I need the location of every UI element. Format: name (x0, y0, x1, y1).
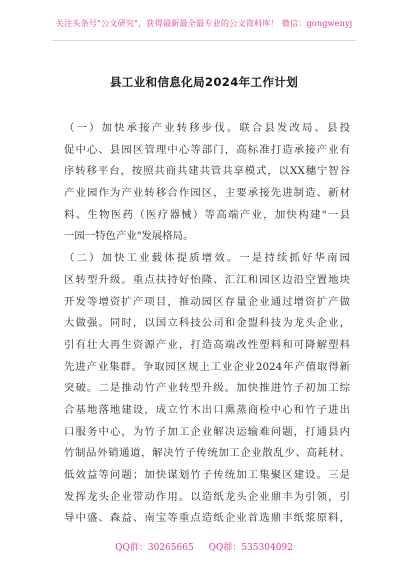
document-body (64, 118, 350, 530)
document-title: 县工业和信息化局2024年工作计划 (109, 75, 299, 89)
text-line: （一）加快承接产业转移步伐。联合县发改局、县投 (64, 122, 350, 134)
text-line: 发挥龙头企业带动作用。以造纸龙头企业鼎丰为引领，引 (64, 490, 350, 503)
text-line: 低效益等问题；加快谋划竹子传统加工集聚区建设。三是 (64, 469, 350, 481)
text-line: 序转移平台，按照共商共建共管共享模式，以XX穗宁智谷 (64, 165, 350, 178)
text-line: 先进产业集群。争取园区规上工业企业2024年产值取得新 (64, 360, 350, 373)
text-line: 口服务中心，为竹子加工企业解决运输难问题，打通县内 (64, 425, 350, 438)
text-line: 一园一特色产业"发展格局。 (64, 230, 194, 243)
text-line: 竹制品外销通道，解决竹子传统加工企业散乱少、高耗材、 (64, 447, 350, 460)
footer-qq-group-2: QQ群：535304092 (208, 543, 293, 553)
text-line: 料、生物医药（医疗器械）等高端产业，加快构建"一县 (64, 208, 350, 221)
footer-qq-group-1: QQ群：30265665 (115, 543, 194, 553)
text-line: 区转型升级。重点扶持好怡隆、汇江和园区边沿空置地块 (64, 273, 350, 286)
text-line: 大做强。同时，以国立科技公司和金盟科技为龙头企业， (64, 317, 350, 330)
text-line: 开发等增资扩产项目，推动园区存量企业通过增资扩产做 (64, 295, 350, 308)
text-line: 引有壮大再生资源产业，打造高端改性塑料和可降解塑料 (64, 338, 350, 351)
header-divider (52, 40, 356, 41)
text-line: 导中盛、森益、南宝等重点造纸企业首选鼎丰纸浆原料， (64, 512, 350, 525)
text-line: 促中心、县园区管理中心等部门，高标准打造承接产业有 (64, 143, 350, 156)
header-promo-note: 关注头条号"公文研究"，获得最新最全最专业的公文资料库！ 微信：gongwenyj (55, 18, 353, 28)
paragraph-2 (64, 248, 350, 530)
paragraph-1 (64, 118, 350, 248)
footer-qq-groups (0, 540, 408, 553)
text-line: 产业园作为产业转移合作园区，主要承接先进制造、新材 (64, 187, 350, 200)
text-line: 突破。二是推动竹产业转型升级。加快推进竹子初加工综 (64, 382, 350, 395)
text-line: 合基地落地建设，成立竹木出口熏蒸商检中心和竹子进出 (64, 403, 350, 416)
text-line: （二）加快工业载体提质增效。一是持续抓好华南园 (64, 252, 350, 265)
